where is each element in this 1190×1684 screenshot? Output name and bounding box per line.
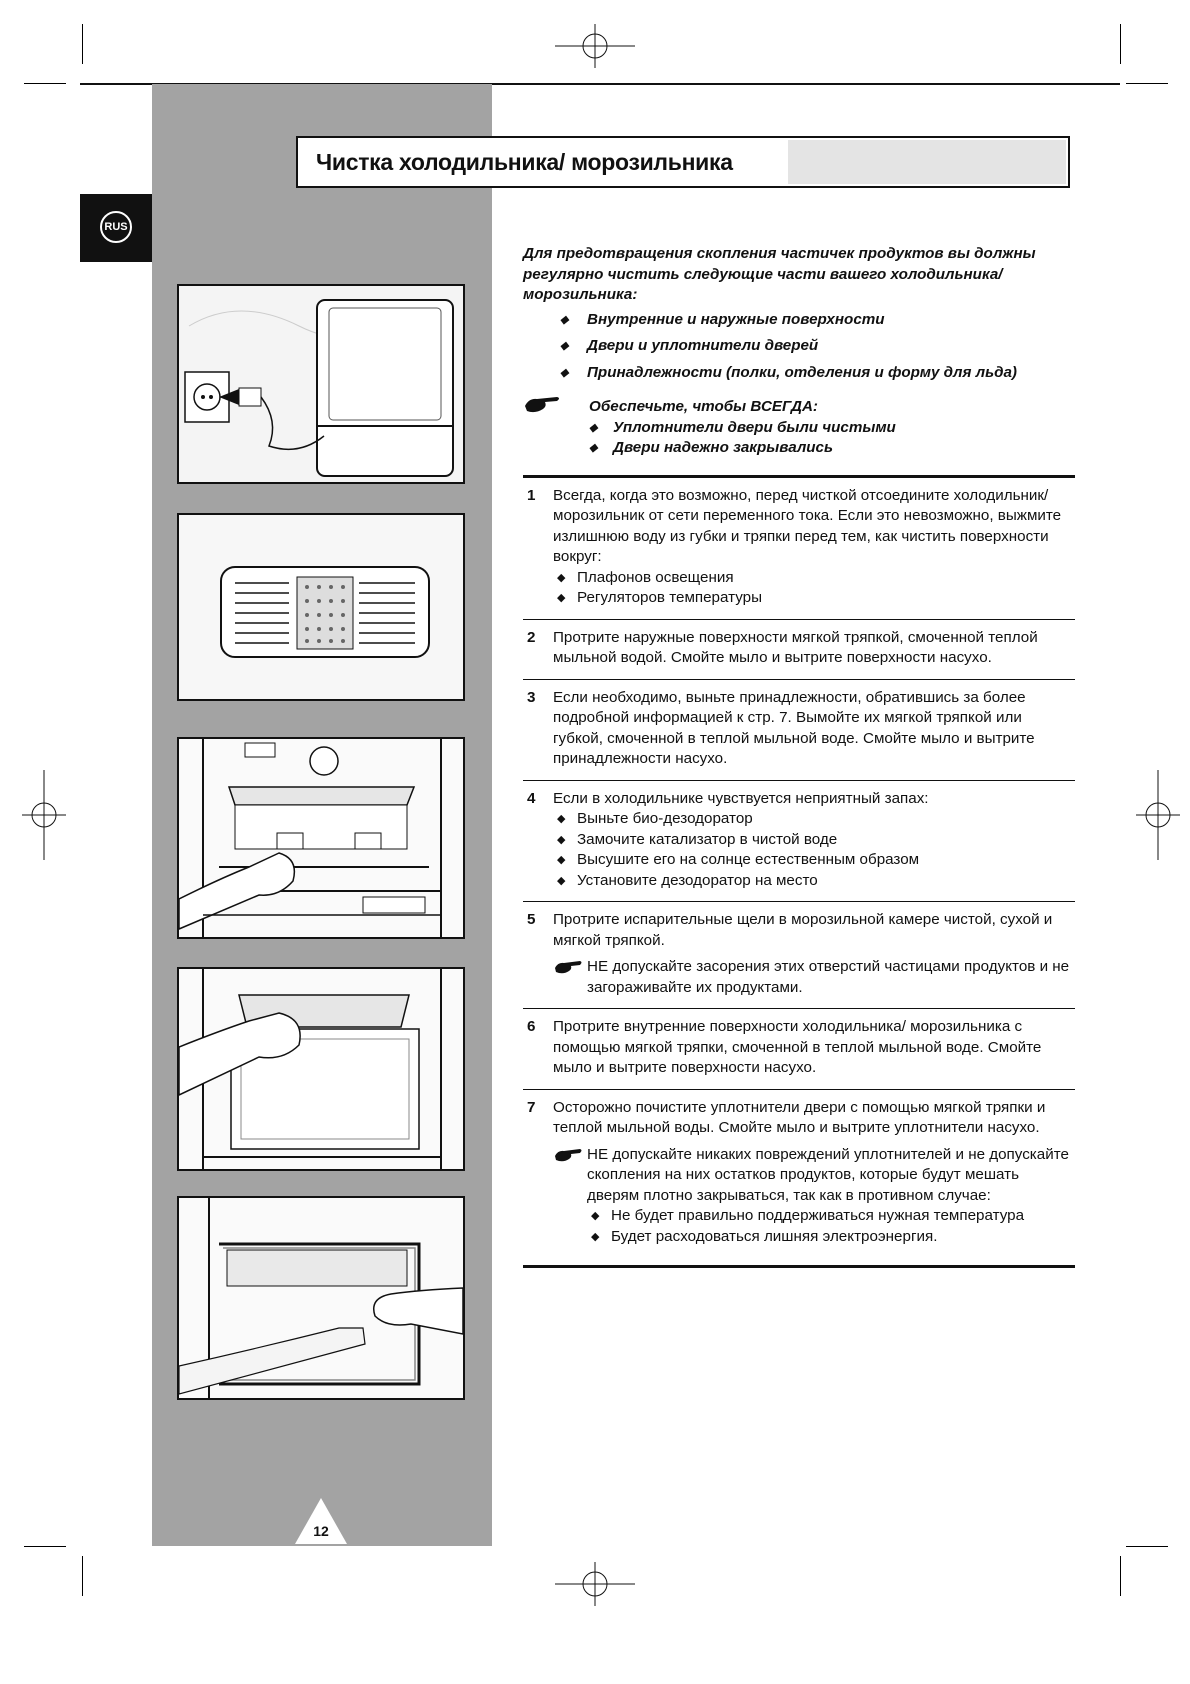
wipe-shelf-icon	[177, 737, 465, 939]
step-number: 6	[527, 1018, 536, 1035]
step-bullet: ◆ Высушите его на солнце естественным образом	[553, 850, 1075, 871]
step-note-bullet: ◆ Не будет правильно поддерживаться нужная температура	[587, 1206, 1075, 1227]
crop-mark	[1120, 24, 1121, 64]
pointing-hand-icon	[523, 392, 561, 416]
intro-bullet: ◆ Принадлежности (полки, отделения и форму для льда)	[523, 363, 1075, 384]
page-title-box	[296, 136, 1070, 188]
step-item	[523, 619, 1075, 679]
step-text: Всегда, когда это возможно, перед чисткой отсоедините холодильник/ морозильник от сети переменного тока. Если это невозможно, выжмите излишнюю воду из губки и тряпки перед тем, как чистить поверхности вокруг:	[553, 486, 1062, 565]
step-bullet: ◆ Плафонов освещения	[553, 568, 1075, 589]
page-number-badge	[293, 1496, 349, 1546]
step-text: Протрите наружные поверхности мягкой тряпкой, смоченной теплой мыльной водой. Смойте мыло и вытрите поверхности насухо.	[553, 628, 1038, 666]
wipe-freezer-icon	[177, 967, 465, 1171]
always-section	[523, 397, 1075, 459]
step-number: 5	[527, 911, 536, 928]
language-badge: RUS	[100, 211, 132, 243]
step-note-text: НЕ допускайте засорения этих отверстий частицами продуктов и не загораживайте их продуктами.	[587, 958, 1070, 996]
step-item	[523, 679, 1075, 780]
page-title: Чистка холодильника/ морозильника	[316, 149, 733, 175]
registration-mark-icon	[1136, 770, 1180, 860]
crop-mark	[1126, 83, 1168, 84]
step-text: Протрите внутренние поверхности холодильника/ морозильника с помощью мягкой тряпки, смоченной в теплой мыльной воде. Смойте мыло и вытрите поверхности насухо.	[553, 1018, 1042, 1076]
step-bullet: ◆ Замочите катализатор в чистой воде	[553, 830, 1075, 851]
step-note	[553, 1145, 1075, 1248]
crop-mark	[24, 83, 66, 84]
crop-mark	[24, 1546, 66, 1547]
page-number: 12	[313, 1523, 329, 1539]
step-text: Если необходимо, выньте принадлежности, обратившись за более подробной информацией к стр. 7. Вымойте их мягкой тряпкой или губкой, смоченной в теплой мыльной воде. Смойте мыло и вытрите принадлежности насухо.	[553, 688, 1035, 767]
step-number: 2	[527, 628, 536, 646]
pointing-hand-icon	[553, 1146, 583, 1164]
always-bullet: ◆ Уплотнители двери были чистыми	[523, 418, 1075, 439]
always-heading: Обеспечьте, чтобы ВСЕГДА:	[589, 398, 818, 415]
step-number: 1	[527, 486, 536, 504]
wipe-door-seal-icon	[177, 1196, 465, 1400]
step-item	[523, 901, 1075, 1008]
step-note	[553, 957, 1075, 998]
intro-bullet: ◆ Двери и уплотнители дверей	[523, 336, 1075, 357]
step-text: Протрите испарительные щели в морозильной камере чистой, сухой и мягкой тряпкой.	[553, 911, 1053, 949]
crop-mark	[82, 24, 83, 64]
registration-mark-icon	[555, 1562, 635, 1606]
crop-mark	[1126, 1546, 1168, 1547]
step-bullet: ◆ Выньте био-дезодоратор	[553, 809, 1075, 830]
step-number: 7	[527, 1098, 536, 1116]
light-cover-icon	[177, 513, 465, 701]
step-item	[523, 475, 1075, 619]
step-text: Если в холодильнике чувствуется неприятный запах:	[553, 789, 929, 807]
step-bullet: ◆ Регуляторов температуры	[553, 588, 1075, 609]
language-tab	[80, 194, 152, 262]
crop-mark	[1120, 1556, 1121, 1596]
step-item	[523, 780, 1075, 902]
pointing-hand-icon	[553, 958, 583, 976]
step-note-text: НЕ допускайте никаких повреждений уплотнителей и не допускайте скопления на них остатков продуктов, которые будут мешать дверям плотно закрываться, так как в противном случае:	[587, 1145, 1069, 1204]
step-item	[523, 1089, 1075, 1258]
step-bullet: ◆ Установите дезодоратор на место	[553, 871, 1075, 892]
step-item	[523, 1008, 1075, 1089]
step-note-bullet: ◆ Будет расходоваться лишняя электроэнергия.	[587, 1227, 1075, 1248]
registration-mark-icon	[555, 24, 635, 68]
content-column	[523, 244, 1075, 1268]
step-number: 4	[527, 789, 536, 807]
step-text: Осторожно почистите уплотнители двери с помощью мягкой тряпки и теплой мыльной воды. Смойте мыло и вытрите уплотнители насухо.	[553, 1098, 1046, 1136]
step-number: 3	[527, 688, 536, 706]
closing-rule	[523, 1265, 1075, 1268]
crop-mark	[82, 1556, 83, 1596]
intro-text: Для предотвращения скопления частичек продуктов вы должны регулярно чистить следующие части вашего холодильника/ морозильника:	[523, 245, 1036, 303]
registration-mark-icon	[22, 770, 66, 860]
always-bullet: ◆ Двери надежно закрывались	[523, 438, 1075, 459]
intro-bullet: ◆ Внутренние и наружные поверхности	[523, 310, 1075, 331]
unplug-fridge-icon	[177, 284, 465, 484]
